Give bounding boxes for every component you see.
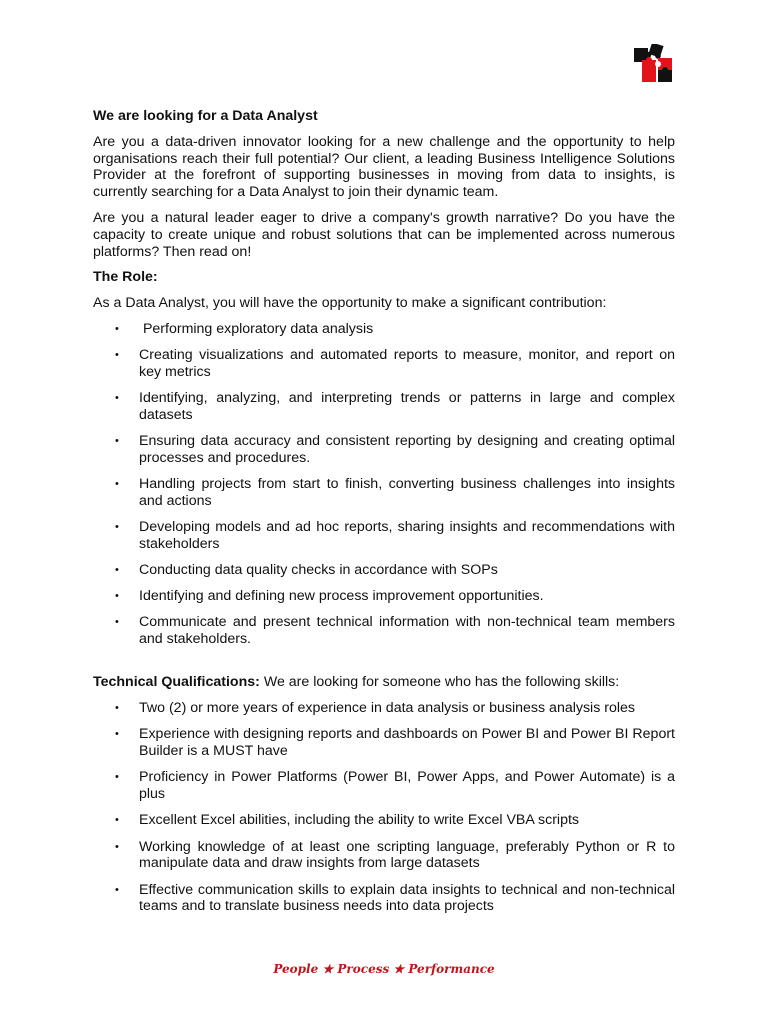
bullet-icon: • xyxy=(115,771,119,784)
list-item-text: Handling projects from start to finish, converting business challenges into insights and actions xyxy=(139,476,675,509)
star-icon: ★ xyxy=(393,962,405,976)
list-item-text: Identifying and defining new process improvement opportunities. xyxy=(139,588,544,605)
role-list xyxy=(93,321,675,648)
bullet-icon: • xyxy=(115,814,119,827)
list-item xyxy=(93,726,675,760)
puzzle-pieces-icon xyxy=(632,44,674,82)
bullet-icon: • xyxy=(115,590,119,603)
list-item xyxy=(93,519,675,553)
list-item xyxy=(93,769,675,803)
star-icon: ★ xyxy=(322,962,334,976)
tagline-process: Process xyxy=(337,962,390,976)
bullet-icon: • xyxy=(115,435,119,448)
list-item xyxy=(93,476,675,510)
qualifications-heading: Technical Qualifications: xyxy=(93,674,260,691)
bullet-icon: • xyxy=(115,478,119,491)
intro-paragraph: Are you a data-driven innovator looking for a new challenge and the opportunity to help organisations reach their full potential? Our client, a leading Business Intelligence Solutions Provider at the forefront of supporting businesses in moving from data to insights, is currently searching for a Data Analyst to join their dynamic team. xyxy=(93,133,675,201)
bullet-icon: • xyxy=(115,392,119,405)
list-item-text: Excellent Excel abilities, including the ability to write Excel VBA scripts xyxy=(139,812,580,829)
bullet-icon: • xyxy=(115,521,119,534)
tagline-people: People xyxy=(273,962,319,976)
qualifications-list xyxy=(93,700,675,915)
bullet-icon: • xyxy=(115,564,119,577)
document-body xyxy=(93,108,675,925)
bullet-icon: • xyxy=(115,702,119,715)
qualifications-lead-text: We are looking for someone who has the following skills: xyxy=(259,674,620,691)
list-item-text: Ensuring data accuracy and consistent reporting by designing and creating optimal processes and procedures. xyxy=(139,433,675,466)
bullet-icon: • xyxy=(115,728,119,741)
intro-paragraph: Are you a natural leader eager to drive a company's growth narrative? Do you have the capacity to create unique and robust solutions that can be implemented across numerous platforms? Then read on! xyxy=(93,209,675,260)
bullet-icon: • xyxy=(115,349,119,362)
list-item-text: Creating visualizations and automated reports to measure, monitor, and report on key metrics xyxy=(139,347,675,380)
list-item xyxy=(93,700,675,717)
list-item xyxy=(93,839,675,873)
list-item xyxy=(93,588,675,605)
list-item xyxy=(93,882,675,916)
bullet-icon: • xyxy=(115,322,119,335)
list-item-text: Working knowledge of at least one scripting language, preferably Python or R to manipulate data and draw insights from large datasets xyxy=(139,838,675,872)
qualifications-lead xyxy=(93,674,675,691)
list-item xyxy=(93,390,675,424)
list-item-text: Conducting data quality checks in accordance with SOPs xyxy=(139,562,498,579)
bullet-icon: • xyxy=(115,840,119,853)
list-item-text: Performing exploratory data analysis xyxy=(139,320,374,337)
list-item xyxy=(93,812,675,829)
list-item xyxy=(93,614,675,648)
list-item-text: Developing models and ad hoc reports, sharing insights and recommendations with stakeholders xyxy=(139,519,675,552)
list-item-text: Identifying, analyzing, and interpreting trends or patterns in large and complex datasets xyxy=(139,390,675,423)
footer-tagline xyxy=(0,962,768,976)
list-item-text: Effective communication skills to explain data insights to technical and non-technical teams and to translate business needs into data projects xyxy=(139,881,675,915)
list-item xyxy=(93,321,675,338)
tagline-performance: Performance xyxy=(408,962,495,976)
role-lead: As a Data Analyst, you will have the opportunity to make a significant contribution: xyxy=(93,295,607,312)
bullet-icon: • xyxy=(115,616,119,629)
bullet-icon: • xyxy=(115,883,119,896)
role-heading: The Role: xyxy=(93,269,158,286)
list-item xyxy=(93,433,675,467)
section-spacer xyxy=(93,657,675,674)
document-title: We are looking for a Data Analyst xyxy=(93,108,318,124)
list-item-text: Two (2) or more years of experience in data analysis or business analysis roles xyxy=(139,700,636,717)
list-item xyxy=(93,562,675,579)
list-item xyxy=(93,347,675,381)
list-item-text: Experience with designing reports and dashboards on Power BI and Power BI Report Builder is a MUST have xyxy=(139,726,675,760)
list-item-text: Communicate and present technical information with non-technical team members and stakeholders. xyxy=(139,614,675,648)
list-item-text: Proficiency in Power Platforms (Power BI, Power Apps, and Power Automate) is a plus xyxy=(139,769,675,803)
